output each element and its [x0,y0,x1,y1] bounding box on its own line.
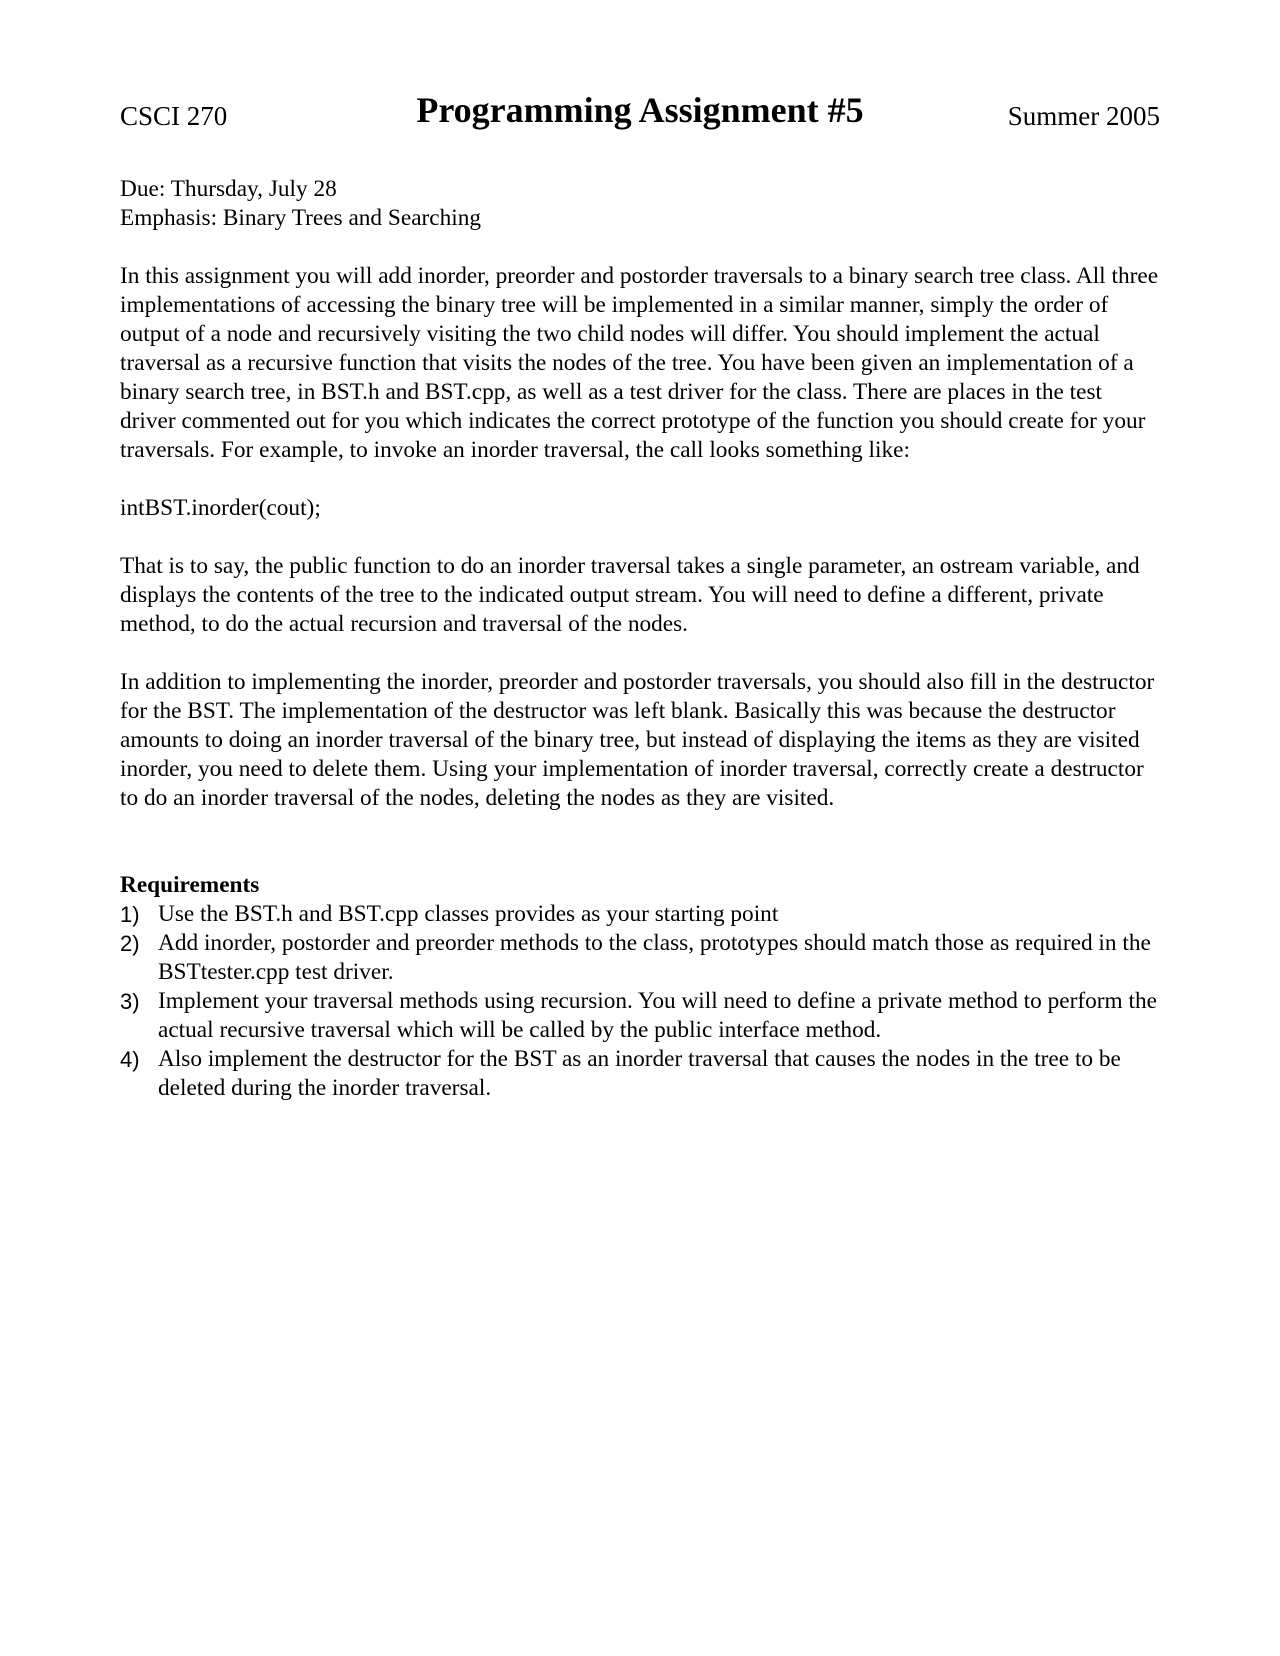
list-item-number: 1) [120,902,140,927]
course-code: CSCI 270 [120,101,228,131]
list-item-text: Add inorder, postorder and preorder methods to the class, prototypes should match those as required in the BSTtester.cpp test driver. [158,930,1151,985]
list-item [120,1045,1160,1103]
list-item-number: 4) [120,1047,140,1072]
assignment-meta [120,175,1160,233]
explanation-paragraph: That is to say, the public function to do an inorder traversal takes a single parameter, an ostream variable, and displays the contents of the tree to the indicated output stream. You will need to define a different, private method, to do the actual recursion and traversal of the nodes. [120,553,1140,637]
list-item-text: Use the BST.h and BST.cpp classes provides as your starting point [158,901,779,927]
list-item [120,929,1160,987]
list-item-number: 2) [120,931,140,956]
code-example: intBST.inorder(cout); [120,495,321,521]
list-item-text: Implement your traversal methods using recursion. You will need to define a private method to perform the actual recursive traversal which will be called by the public interface method. [158,988,1157,1043]
list-item-number: 3) [120,989,140,1014]
destructor-paragraph: In addition to implementing the inorder, preorder and postorder traversals, you should also fill in the destructor for the BST. The implementation of the destructor was left blank. Basically this was because the destructor amounts to doing an inorder traversal of the binary tree, but instead of displaying the items as they are visited inorder, you need to delete them. Using your implementation of inorder traversal, correctly create a destructor to do an inorder traversal of the nodes, deleting the nodes as they are visited. [120,669,1155,811]
list-item [120,987,1160,1045]
list-item-text: Also implement the destructor for the BST as an inorder traversal that causes the nodes in the tree to be deleted during the inorder traversal. [158,1046,1121,1101]
document-page [120,88,1160,1103]
requirements-list [120,900,1160,1103]
document-header [120,88,1160,140]
list-item [120,900,1160,929]
page-title: Programming Assignment #5 [416,90,864,130]
emphasis-line: Emphasis: Binary Trees and Searching [120,205,482,231]
term-label: Summer 2005 [1007,101,1160,131]
due-date: Due: Thursday, July 28 [120,176,337,202]
intro-paragraph: In this assignment you will add inorder, preorder and postorder traversals to a binary search tree class. All three implementations of accessing the binary tree will be implemented in a similar manner, simply the order of output of a node and recursively visiting the two child nodes will differ. You should implement the actual traversal as a recursive function that visits the nodes of the tree. You have been given an implementation of a binary search tree, in BST.h and BST.cpp, as well as a test driver for the class. There are places in the test driver commented out for you which indicates the correct prototype of the function you should create for your traversals. For example, to invoke an inorder traversal, the call looks something like: [120,263,1159,463]
requirements-heading: Requirements [120,872,260,898]
